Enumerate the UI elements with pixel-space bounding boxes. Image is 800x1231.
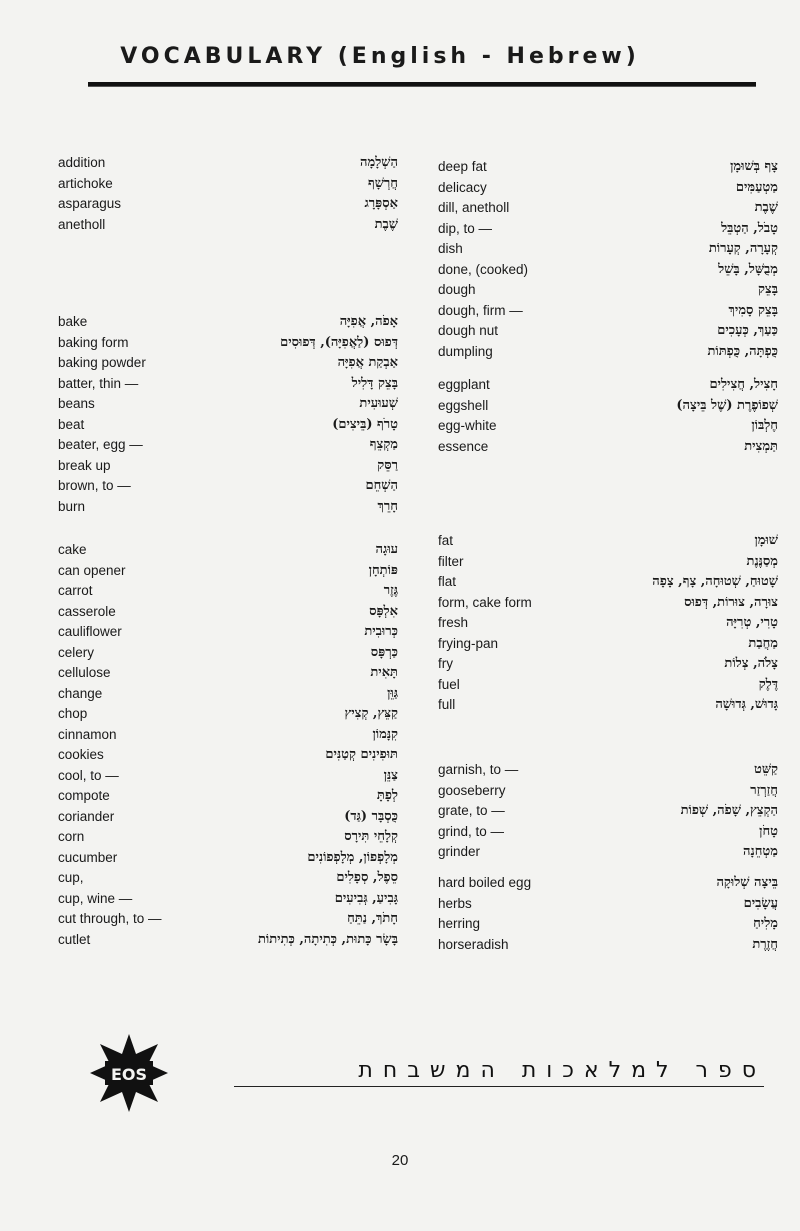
english-term: dish (438, 241, 463, 256)
vocab-section (438, 375, 778, 457)
vocab-entry (438, 239, 778, 260)
vocab-entry (438, 301, 778, 322)
hebrew-term: קְעָרָה, קְעָרוֹת (708, 241, 778, 256)
logo-text: EOS (110, 1065, 148, 1084)
english-term: dill, anetholl (438, 200, 510, 215)
vocab-entry (58, 602, 398, 623)
vocab-entry (438, 437, 778, 458)
english-term: eggshell (438, 397, 489, 413)
vocab-entry (58, 540, 398, 561)
english-term: cutlet (58, 931, 91, 947)
footer-rule (234, 1086, 764, 1087)
vocab-section (438, 873, 778, 955)
hebrew-term: גַּוֵּן (387, 685, 398, 701)
english-term: casserole (58, 603, 116, 619)
hebrew-term: מְסַנֶּנֶת (746, 553, 778, 569)
vocab-entry (438, 822, 778, 843)
hebrew-term: עוּגָה (375, 542, 398, 557)
english-term: gooseberry (438, 782, 506, 798)
hebrew-term: הַשְׁחֵם (365, 478, 398, 493)
hebrew-term: רַסֵּק (377, 457, 398, 473)
hebrew-term: טָרֹף (בֵּיצִים) (332, 416, 398, 432)
english-term: break up (58, 457, 111, 473)
english-term: grind, to — (438, 823, 505, 839)
hebrew-term: בָּשָׂר כָּתוּת, כְּתִיתָה, כְּתִיתוֹת (258, 931, 398, 947)
english-term: frying-pan (438, 635, 499, 651)
page-header (0, 44, 800, 69)
hebrew-term: חָרֵךְ (377, 498, 398, 514)
vocab-entry (58, 435, 398, 456)
english-term: fry (438, 656, 453, 671)
english-term: cellulose (58, 665, 111, 680)
english-term: dumpling (438, 343, 493, 359)
english-term: cinnamon (58, 726, 117, 742)
hebrew-term: כֻּסְבָּר (גַּד) (344, 808, 398, 824)
hebrew-term: תַּמְצִית (744, 438, 778, 454)
vocab-entry (58, 215, 398, 236)
hebrew-term: חֲזַרְזַר (750, 782, 778, 798)
english-term: deep fat (438, 159, 487, 174)
vocab-entry (438, 593, 778, 614)
hebrew-term: סֵפֶל, סְפָלִים (336, 870, 398, 885)
vocab-entry (58, 786, 398, 807)
hebrew-term: טָחֹן (759, 823, 778, 839)
hebrew-term: קִנָּמוֹן (372, 726, 398, 742)
english-term: beat (58, 416, 85, 432)
hebrew-term: חֲזֶרֶת (752, 936, 778, 952)
vocab-entry (438, 321, 778, 342)
vocab-entry (58, 394, 398, 415)
vocab-entry (438, 634, 778, 655)
vocab-section (58, 153, 398, 235)
english-term: cup, (58, 870, 84, 885)
vocab-entry (58, 153, 398, 174)
hebrew-term: כַּרְפָּס (370, 644, 398, 660)
vocab-section (438, 531, 778, 716)
vocab-entry (58, 174, 398, 195)
vocab-entry (438, 280, 778, 301)
vocab-entry (438, 342, 778, 363)
vocab-entry (58, 476, 398, 497)
english-term: celery (58, 644, 95, 660)
english-term: grinder (438, 844, 481, 859)
english-term: brown, to — (58, 478, 131, 493)
english-term: fresh (438, 615, 469, 630)
vocab-entry (58, 415, 398, 436)
english-term: dough, firm — (438, 302, 523, 318)
hebrew-term: צָף בְּשׁוּמָן (730, 159, 778, 174)
hebrew-term: טָרִי, טְרִיָּה (726, 615, 778, 630)
vocab-section (58, 540, 398, 950)
title-rule (88, 82, 756, 87)
hebrew-term: קַצֵּץ, קְצִיץ (344, 706, 398, 721)
hebrew-term: כֻּפְתָּה, כֻּפְתּוֹת (707, 343, 778, 359)
vocab-entry (58, 497, 398, 518)
hebrew-term: דֶּלֶק (758, 676, 778, 692)
vocab-entry (58, 889, 398, 910)
hebrew-term: מְלָפְפוֹן, מְלָפְפוֹנִים (307, 849, 398, 865)
vocab-section (58, 312, 398, 517)
vocab-entry (58, 353, 398, 374)
vocab-entry (58, 622, 398, 643)
english-term: done, (cooked) (438, 261, 529, 277)
vocab-entry (438, 416, 778, 437)
english-term: delicacy (438, 179, 487, 195)
english-term: anetholl (58, 216, 106, 232)
english-term: beater, egg — (58, 437, 143, 452)
english-term: coriander (58, 808, 115, 824)
english-term: grate, to — (438, 803, 505, 818)
page-title: VOCABULARY (English - Hebrew) (120, 44, 640, 69)
english-term: cool, to — (58, 767, 119, 783)
vocab-entry (438, 842, 778, 863)
vocab-entry (58, 663, 398, 684)
english-term: beans (58, 396, 95, 411)
hebrew-term: מַקְצֵף (369, 437, 398, 452)
hebrew-term: גֶּזֶר (383, 583, 398, 598)
vocab-entry (58, 561, 398, 582)
vocab-entry (58, 930, 398, 951)
english-term: bake (58, 314, 88, 329)
vocab-entry (438, 396, 778, 417)
hebrew-term: קַשֵּׁט (753, 762, 778, 777)
english-term: cup, wine — (58, 890, 133, 906)
hebrew-term: צוּרָה, צוּרוֹת, דְּפוּס (684, 594, 778, 610)
vocab-entry (438, 260, 778, 281)
english-term: cookies (58, 747, 104, 762)
vocab-entry (438, 781, 778, 802)
vocab-entry (58, 581, 398, 602)
hebrew-term: תָּאִית (370, 665, 398, 680)
vocab-entry (438, 198, 778, 219)
vocab-entry (58, 643, 398, 664)
vocab-section (438, 760, 778, 863)
vocab-entry (438, 654, 778, 675)
hebrew-term: חָצִיל, חֲצִילִים (709, 377, 778, 392)
hebrew-term: שׁוּמָן (754, 533, 778, 548)
hebrew-term: אַבְקַת אֲפִיָּה (337, 355, 398, 370)
vocab-entry (58, 312, 398, 333)
english-term: addition (58, 155, 106, 170)
english-term: batter, thin — (58, 375, 139, 391)
hebrew-term: כְּרוּבִית (364, 624, 398, 639)
english-term: form, cake form (438, 594, 532, 610)
english-term: eggplant (438, 377, 490, 392)
english-term: cucumber (58, 849, 118, 865)
english-term: full (438, 697, 456, 712)
hebrew-term: פּוֹתְחָן (368, 562, 398, 578)
english-term: horseradish (438, 936, 509, 952)
vocab-entry (438, 801, 778, 822)
english-term: change (58, 685, 103, 701)
english-term: carrot (58, 583, 93, 598)
vocab-entry (438, 695, 778, 716)
vocab-entry (58, 684, 398, 705)
vocab-entry (58, 374, 398, 395)
vocab-entry (58, 704, 398, 725)
hebrew-term: שֶׁבֶת (374, 216, 398, 232)
english-term: herbs (438, 895, 472, 911)
vocab-section (438, 157, 778, 362)
english-term: dough (438, 282, 476, 297)
vocab-entry (438, 675, 778, 696)
hebrew-term: הַקְצֵץ, שָׁפֹה, שְׁפוֹת (680, 803, 778, 818)
english-term: flat (438, 574, 457, 589)
vocab-entry (438, 760, 778, 781)
publisher-logo (88, 1032, 170, 1114)
vocab-entry (438, 873, 778, 894)
english-term: essence (438, 438, 489, 454)
hebrew-term: אַסְפָּרָג (364, 196, 398, 211)
english-term: herring (438, 916, 481, 931)
hebrew-term: מַחֲבַת (748, 635, 778, 651)
english-term: asparagus (58, 196, 122, 211)
english-term: filter (438, 553, 464, 569)
vocab-entry (58, 725, 398, 746)
english-term: compote (58, 788, 110, 803)
hebrew-term: שָׁטוּחַ, שְׁטוּחָה, צָף, צָפָה (652, 574, 778, 589)
hebrew-term: גָּבִיעַ, גְּבִיעִים (334, 890, 398, 906)
vocab-entry (438, 894, 778, 915)
english-term: fuel (438, 676, 460, 692)
vocab-entry (438, 157, 778, 178)
hebrew-term: מְבֻשָּׁל, בָּשֵׁל (718, 261, 778, 277)
vocab-entry (438, 613, 778, 634)
english-term: dip, to — (438, 220, 493, 236)
english-term: fat (438, 533, 454, 548)
page-number: 20 (391, 1152, 409, 1169)
hebrew-term: בֵּיצָה שְׁלוּקָה (716, 875, 778, 890)
hebrew-term: חֶלְבּוֹן (751, 418, 778, 433)
vocab-entry (438, 572, 778, 593)
english-term: dough nut (438, 323, 499, 338)
hebrew-term: קְלָחֵי תִּירָס (344, 829, 398, 844)
hebrew-term: טָבֹל, הַטְבֵּל (721, 220, 778, 236)
hebrew-term: צַנֵּן (383, 767, 398, 783)
vocab-entry (58, 456, 398, 477)
hebrew-term: בָּצֵק סָמִיךְ (728, 302, 778, 318)
vocab-entry (438, 935, 778, 956)
vocab-entry (438, 531, 778, 552)
hebrew-term: הַשְׁלָמָה (360, 155, 398, 170)
hebrew-term: דְּפוּס (לַאֲפִיָּה), דְּפוּסִים (280, 334, 398, 350)
english-term: artichoke (58, 175, 113, 191)
hebrew-term: לְפָתָּ (376, 788, 398, 803)
english-term: hard boiled egg (438, 875, 532, 890)
hebrew-term: שְׁפוֹפֶרֶת (שֶׁל בֵּיצָה) (676, 397, 778, 413)
vocab-entry (438, 178, 778, 199)
vocab-entry (58, 827, 398, 848)
english-term: baking powder (58, 355, 146, 370)
vocab-entry (438, 914, 778, 935)
hebrew-term: שְׁעוּעִית (359, 396, 398, 411)
hebrew-term: אָפֹה, אֲפִיָּה (339, 314, 398, 329)
vocab-entry (58, 848, 398, 869)
vocab-entry (58, 909, 398, 930)
hebrew-term: שֶׁבֶת (754, 200, 778, 215)
hebrew-term: גָּדוּשׁ, גְּדוּשָׁה (715, 697, 778, 712)
english-term: corn (58, 829, 85, 844)
hebrew-term: מַטְעַמִּים (735, 179, 778, 195)
vocab-entry (58, 807, 398, 828)
vocab-entry (58, 333, 398, 354)
vocab-entry (58, 868, 398, 889)
english-term: can opener (58, 562, 126, 578)
hebrew-term: עֲשָׂבִים (743, 895, 778, 911)
vocab-entry (438, 552, 778, 573)
hebrew-term: מָלִיחַ (753, 916, 778, 931)
hebrew-term: חָתֹךְ, נַתֵּחַ (347, 911, 398, 926)
hebrew-term: בָּצֵק דָּלִיל (351, 375, 398, 391)
english-term: cake (58, 542, 87, 557)
vocab-entry (58, 745, 398, 766)
vocab-entry (58, 194, 398, 215)
hebrew-term: חֲרְשָׁף (367, 175, 398, 191)
vocab-entry (58, 766, 398, 787)
hebrew-term: כַּעַךְ, כְּעָכִים (717, 323, 778, 338)
english-term: chop (58, 706, 88, 721)
english-term: burn (58, 498, 86, 514)
english-term: cut through, to — (58, 911, 162, 926)
english-term: garnish, to — (438, 762, 519, 777)
hebrew-term: אִלְפָּס (369, 603, 398, 619)
vocab-entry (438, 219, 778, 240)
hebrew-term: בָּצֵק (757, 282, 778, 297)
hebrew-term: צָלֹה, צְלוֹת (724, 656, 778, 671)
english-term: egg-white (438, 418, 497, 433)
english-term: cauliflower (58, 624, 122, 639)
vocab-entry (438, 375, 778, 396)
footer-hebrew-line: ספר למלאכות המשבחת (358, 1058, 766, 1083)
hebrew-term: תּוּפִינִים קְטַנִּים (325, 747, 398, 762)
english-term: baking form (58, 334, 129, 350)
hebrew-term: מַטְחֵנָה (743, 844, 778, 859)
